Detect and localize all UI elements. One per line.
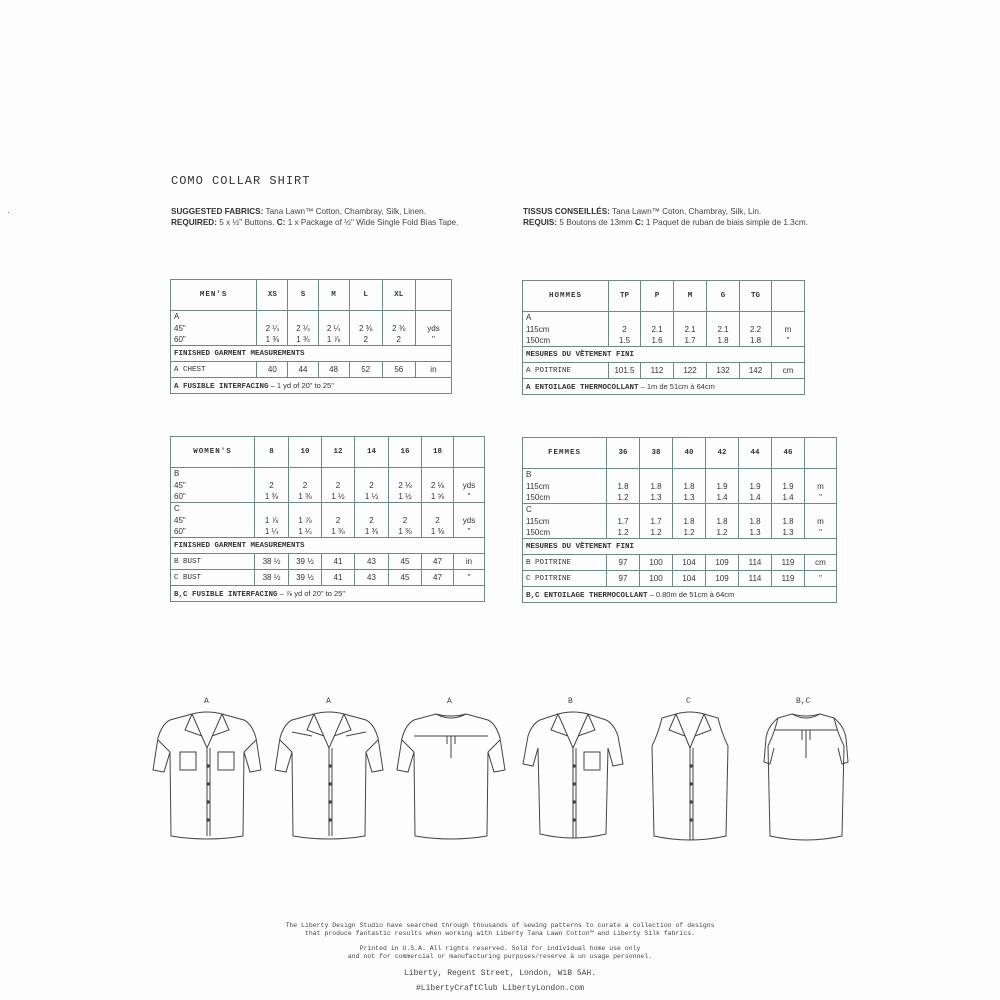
- bust-value: 119: [772, 571, 805, 587]
- bust-value: 100: [640, 555, 673, 571]
- figure-label-a-back: A: [447, 697, 452, 706]
- womens-size-table: [170, 436, 485, 602]
- chest-value: 40: [257, 362, 288, 378]
- shirt-a-front-yoke-illustration: [274, 708, 384, 850]
- meterage-cell: 2.1 1.7: [674, 312, 707, 347]
- meterage-cell: 1.7 1.2: [607, 504, 640, 539]
- yardage-cell: 2 ¼ 1 ⅞: [318, 311, 349, 346]
- bust-value: 119: [772, 555, 805, 571]
- size-14: 14: [355, 437, 389, 468]
- fabrics-label: SUGGESTED FABRICS:: [171, 207, 264, 216]
- femmes-size-table: [522, 437, 837, 603]
- chest-value: 56: [382, 362, 415, 378]
- size-44: 44: [739, 438, 772, 469]
- yardage-cell: 2 1 ½: [322, 468, 355, 503]
- fabric-widths-b: B 45" 60": [171, 468, 255, 503]
- c-label-fr: C:: [634, 218, 644, 227]
- bust-value: 45: [389, 554, 422, 570]
- yardage-cell: 2 1 ½: [355, 468, 389, 503]
- yardage-cell: 2 1 ⅜: [422, 503, 454, 538]
- chest-unit: in: [415, 362, 451, 378]
- yardage-cell: 2 ⅛ 1 ½: [389, 468, 422, 503]
- interfacing-row: A FUSIBLE INTERFACING – 1 yd of 20" to 25": [171, 378, 452, 394]
- meterage-cell: 1.8 1.3: [673, 469, 706, 504]
- size-46: 46: [772, 438, 805, 469]
- shirt-bc-back-illustration: [754, 708, 859, 850]
- c-text: 1 x Package of ½" Wide Single Fold Bias Tape.: [287, 218, 459, 227]
- chest-value: 101.5: [609, 363, 641, 379]
- unit-header: [805, 438, 837, 469]
- meterage-cell: 1.9 1.4: [739, 469, 772, 504]
- unit-header: [454, 437, 485, 468]
- chest-value: 122: [674, 363, 707, 379]
- bust-unit: in: [454, 554, 485, 570]
- required-label: REQUIRED:: [171, 218, 217, 227]
- meterage-cell: 1.8 1.3: [772, 504, 805, 539]
- chest-value: 112: [641, 363, 674, 379]
- bust-unit: cm: [805, 555, 837, 571]
- meterage-cell: 1.9 1.4: [772, 469, 805, 504]
- bust-value: 109: [706, 571, 739, 587]
- yardage-cell: 2 1 ⅜: [255, 468, 289, 503]
- yardage-cell: 2 1 ⅜: [322, 503, 355, 538]
- meterage-cell: 1.8 1.2: [706, 504, 739, 539]
- fabric-widths: A 115cm 150cm: [523, 312, 609, 347]
- unit-header: [772, 281, 805, 312]
- fabrics-label-fr: TISSUS CONSEILLÉS:: [523, 207, 610, 216]
- hommes-size-table: [522, 280, 805, 395]
- figure-label-b: B: [568, 697, 573, 706]
- fabrics-text-fr: Tana Lawn™ Coton, Chambray, Silk, Lin.: [612, 207, 762, 216]
- unit-cell: yds ": [415, 311, 451, 346]
- required-text: 5 x ½" Buttons.: [219, 218, 275, 227]
- bust-value: 39 ½: [289, 554, 322, 570]
- footer-line-1: The Liberty Design Studio have searched through thousands of sewing patterns to curate a collection of designs: [285, 922, 715, 929]
- unit-cell: m ": [805, 504, 837, 539]
- yardage-cell: 1 ⅞ 1 ¼: [289, 503, 322, 538]
- hommes-title: HOMMES: [523, 281, 609, 312]
- chest-label: A POITRINE: [523, 363, 609, 379]
- finished-measurements-heading: FINISHED GARMENT MEASUREMENTS: [171, 538, 485, 554]
- size-m: M: [318, 280, 349, 311]
- size-xs: XS: [257, 280, 288, 311]
- chest-value: 44: [288, 362, 318, 378]
- meterage-cell: 1.8 1.3: [640, 469, 673, 504]
- womens-title: WOMEN'S: [171, 437, 255, 468]
- unit-cell: m ": [805, 469, 837, 504]
- size-xl: XL: [382, 280, 415, 311]
- bust-value: 43: [355, 570, 389, 586]
- chest-value: 52: [349, 362, 382, 378]
- c-bust-label: C POITRINE: [523, 571, 607, 587]
- size-16: 16: [389, 437, 422, 468]
- bust-value: 45: [389, 570, 422, 586]
- unit-cell: m ": [772, 312, 805, 347]
- required-text-fr: 5 Boutons de 13mm: [559, 218, 633, 227]
- footer: [0, 922, 1000, 995]
- meterage-cell: 2.1 1.8: [707, 312, 740, 347]
- size-8: 8: [255, 437, 289, 468]
- finished-measurements-heading: MESURES DU VÊTEMENT FINI: [523, 347, 805, 363]
- chest-label: A CHEST: [171, 362, 257, 378]
- footer-line-3: Printed in U.S.A. All rights reserved. Sold for individual home use only: [359, 945, 641, 952]
- unit-cell: yds ": [454, 503, 485, 538]
- speck: [8, 212, 9, 213]
- fabric-info-french: [523, 206, 808, 228]
- meterage-cell: 2 1.5: [609, 312, 641, 347]
- interfacing-row: A ENTOILAGE THERMOCOLLANT – 1m de 51cm à 64cm: [523, 379, 805, 395]
- yardage-cell: 2 ¼ 1 ⅜: [257, 311, 288, 346]
- fabrics-text: Tana Lawn™ Cotton, Chambray, Silk, Linen.: [265, 207, 426, 216]
- size-12: 12: [322, 437, 355, 468]
- shirt-a-front-pockets-illustration: [152, 708, 262, 850]
- view-label: A: [174, 312, 180, 321]
- yardage-cell: 2 ¼ 1 ¾: [288, 311, 318, 346]
- fabric-info-english: [171, 206, 458, 228]
- size-40: 40: [673, 438, 706, 469]
- bust-value: 114: [739, 571, 772, 587]
- width-45: 45": [174, 324, 186, 333]
- size-tp: TP: [609, 281, 641, 312]
- chest-value: 48: [318, 362, 349, 378]
- size-38: 38: [640, 438, 673, 469]
- footer-address: Liberty, Regent Street, London, W1B 5AH.: [403, 969, 597, 978]
- size-l: L: [349, 280, 382, 311]
- size-g: G: [707, 281, 740, 312]
- meterage-cell: 1.8 1.2: [673, 504, 706, 539]
- meterage-cell: 2.2 1.8: [740, 312, 772, 347]
- finished-measurements-heading: FINISHED GARMENT MEASUREMENTS: [171, 346, 452, 362]
- yardage-cell: 2 1 ⅜: [389, 503, 422, 538]
- size-18: 18: [422, 437, 454, 468]
- bust-value: 41: [322, 570, 355, 586]
- figure-label-a-front-2: A: [326, 697, 331, 706]
- footer-line-2: that produce fantastic results when working with Liberty Tana Lawn Cotton™ and Liberty Silk fabrics.: [304, 930, 696, 937]
- bust-value: 104: [673, 555, 706, 571]
- size-s: S: [288, 280, 318, 311]
- bust-value: 47: [422, 554, 454, 570]
- b-bust-label: B POITRINE: [523, 555, 607, 571]
- unit-cell: yds ": [454, 468, 485, 503]
- size-36: 36: [607, 438, 640, 469]
- finished-measurements-heading: MESURES DU VÊTEMENT FINI: [523, 539, 837, 555]
- c-bust-label: C BUST: [171, 570, 255, 586]
- mens-size-table: [170, 279, 452, 394]
- size-10: 10: [289, 437, 322, 468]
- fabric-widths-b: B 115cm 150cm: [523, 469, 607, 504]
- yardage-cell: 1 ⅞ 1 ¼: [255, 503, 289, 538]
- fabric-widths-c: C 115cm 150cm: [523, 504, 607, 539]
- bust-value: 114: [739, 555, 772, 571]
- shirt-a-back-illustration: [396, 708, 506, 850]
- meterage-cell: 1.8 1.2: [607, 469, 640, 504]
- figure-label-a-front: A: [204, 697, 209, 706]
- size-42: 42: [706, 438, 739, 469]
- shirt-b-front-illustration: [518, 708, 628, 850]
- femmes-title: FEMMES: [523, 438, 607, 469]
- required-label-fr: REQUIS:: [523, 218, 558, 227]
- footer-line-4: and not for commercial or manufacturing purposes/reserve à un usage personnel.: [347, 953, 653, 960]
- meterage-cell: 1.8 1.3: [739, 504, 772, 539]
- bust-value: 38 ½: [255, 570, 289, 586]
- bust-unit: ": [454, 570, 485, 586]
- bust-value: 43: [355, 554, 389, 570]
- yardage-cell: 2 ⅜ 2: [349, 311, 382, 346]
- chest-unit: cm: [772, 363, 805, 379]
- footer-links: #LibertyCraftClub LibertyLondon.com: [415, 984, 585, 993]
- interfacing-row: B,C ENTOILAGE THERMOCOLLANT – 0.80m de 51cm à 64cm: [523, 587, 837, 603]
- bust-value: 104: [673, 571, 706, 587]
- unit-header: [415, 280, 451, 311]
- width-60: 60": [174, 335, 186, 344]
- size-tg: TG: [740, 281, 772, 312]
- bust-unit: ": [805, 571, 837, 587]
- size-p: P: [641, 281, 674, 312]
- bust-value: 100: [640, 571, 673, 587]
- yardage-cell: 2 1 ⅜: [355, 503, 389, 538]
- yardage-cell: 2 1 ⅜: [289, 468, 322, 503]
- bust-value: 38 ½: [255, 554, 289, 570]
- c-text-fr: 1 Paquet de ruban de biais simple de 1.3cm.: [645, 218, 808, 227]
- chest-value: 142: [740, 363, 772, 379]
- interfacing-row: B,C FUSIBLE INTERFACING – ⅞ yd of 20" to 25": [171, 586, 485, 602]
- shirt-c-sleeveless-illustration: [638, 708, 743, 850]
- yardage-cell: 2 ⅛ 1 ⅝: [422, 468, 454, 503]
- bust-value: 47: [422, 570, 454, 586]
- bust-value: 97: [607, 555, 640, 571]
- bust-value: 97: [607, 571, 640, 587]
- mens-title: MEN'S: [171, 280, 257, 311]
- meterage-cell: 1.7 1.2: [640, 504, 673, 539]
- bust-value: 41: [322, 554, 355, 570]
- c-label: C:: [276, 218, 286, 227]
- b-bust-label: B BUST: [171, 554, 255, 570]
- figure-label-bc: B,C: [796, 697, 811, 706]
- pattern-title: COMO COLLAR SHIRT: [171, 174, 311, 188]
- bust-value: 39 ½: [289, 570, 322, 586]
- fabric-widths: [171, 311, 257, 346]
- yardage-cell: 2 ⅜ 2: [382, 311, 415, 346]
- meterage-cell: 2.1 1.6: [641, 312, 674, 347]
- fabric-widths-c: C 45" 60": [171, 503, 255, 538]
- bust-value: 109: [706, 555, 739, 571]
- size-m: M: [674, 281, 707, 312]
- figure-label-c: C: [686, 697, 691, 706]
- chest-value: 132: [707, 363, 740, 379]
- meterage-cell: 1.9 1.4: [706, 469, 739, 504]
